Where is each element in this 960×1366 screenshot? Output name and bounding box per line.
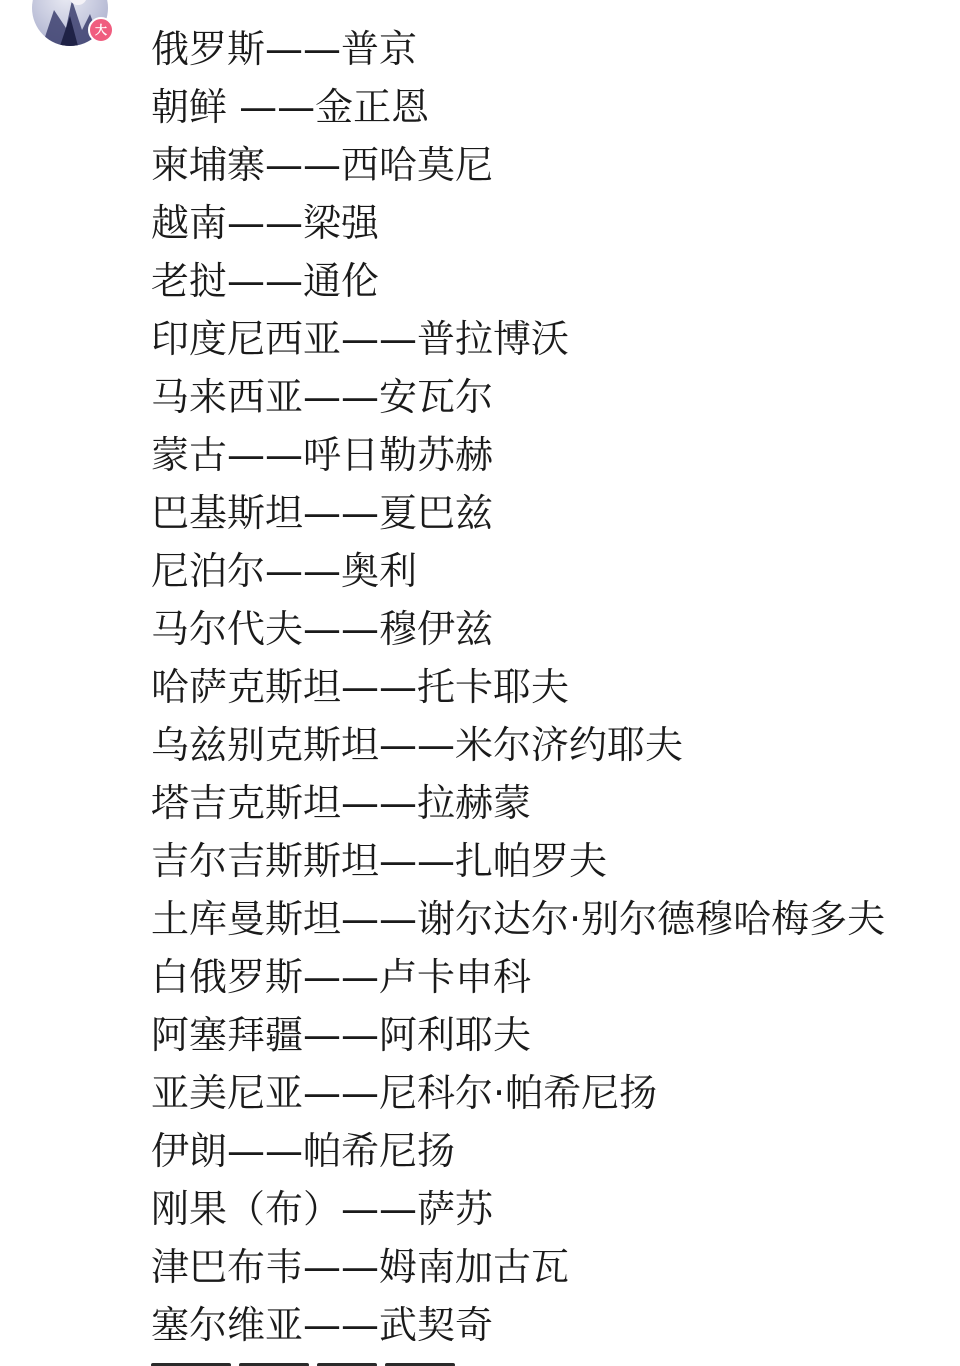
list-item: 马尔代夫——穆伊兹 bbox=[151, 607, 494, 651]
list-item: 巴基斯坦——夏巴兹 bbox=[151, 491, 494, 535]
list-item: 塔吉克斯坦——拉赫蒙 bbox=[151, 781, 532, 825]
leader-list bbox=[151, 20, 885, 1354]
list-item: 伊朗——帕希尼扬 bbox=[151, 1129, 456, 1173]
list-item: 哈萨克斯坦——托卡耶夫 bbox=[151, 665, 570, 709]
list-item: 柬埔寨——西哈莫尼 bbox=[151, 143, 494, 187]
list-item: 蒙古——呼日勒苏赫 bbox=[151, 433, 494, 477]
list-item: 俄罗斯——普京 bbox=[151, 27, 418, 71]
list-item: 马来西亚——安瓦尔 bbox=[151, 375, 494, 419]
level-badge: 大 bbox=[88, 17, 114, 43]
list-item: 老挝——通伦 bbox=[151, 259, 380, 303]
list-item: 刚果（布）——萨苏 bbox=[151, 1187, 494, 1231]
list-item: 吉尔吉斯斯坦——扎帕罗夫 bbox=[151, 839, 608, 883]
list-item: 亚美尼亚——尼科尔·帕希尼扬 bbox=[151, 1071, 658, 1115]
list-item: 塞尔维亚——武契奇 bbox=[151, 1303, 494, 1347]
list-item: 尼泊尔——奥利 bbox=[151, 549, 418, 593]
list-item: 津巴布韦——姆南加古瓦 bbox=[151, 1245, 570, 1289]
list-item: 阿塞拜疆——阿利耶夫 bbox=[151, 1013, 532, 1057]
user-avatar-area[interactable] bbox=[32, 0, 116, 46]
list-item: 朝鲜 ——金正恩 bbox=[151, 85, 430, 129]
list-item: 土库曼斯坦——谢尔达尔·别尔德穆哈梅多夫 bbox=[151, 897, 886, 941]
list-item: 白俄罗斯——卢卡申科 bbox=[151, 955, 532, 999]
list-item: 印度尼西亚——普拉博沃 bbox=[151, 317, 570, 361]
list-item: 越南——梁强 bbox=[151, 201, 380, 245]
list-item: 乌兹别克斯坦——米尔济约耶夫 bbox=[151, 723, 684, 767]
cut-off-next-line bbox=[151, 1352, 481, 1366]
